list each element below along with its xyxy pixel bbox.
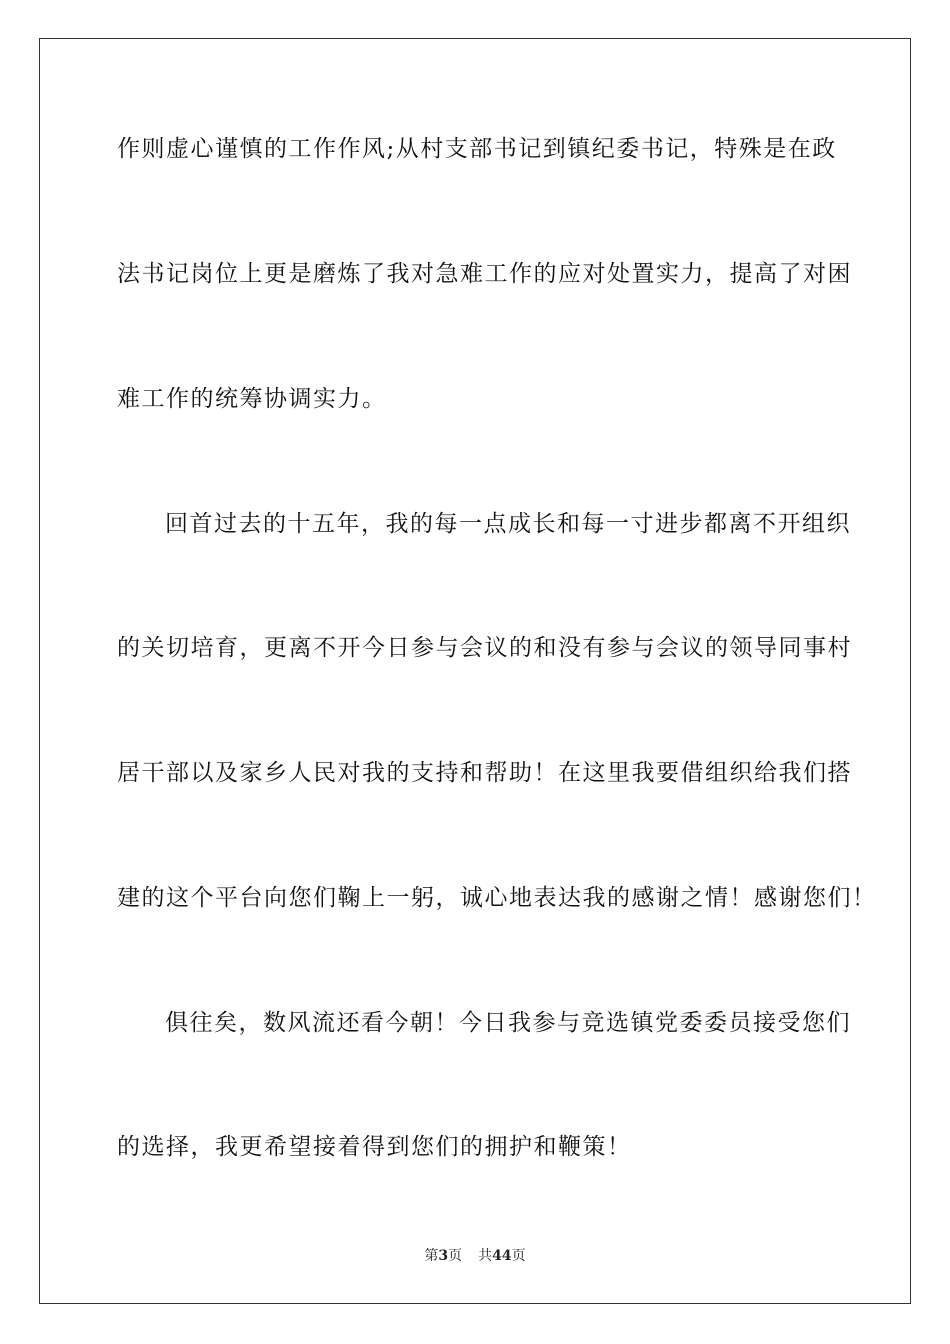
- paragraph-line-7: 建的这个平台向您们鞠上一躬，诚心地表达我的感谢之情！感谢您们！: [117, 885, 877, 911]
- page-prefix: 第: [424, 1248, 439, 1264]
- paragraph-line-5: 的关切培育，更离不开今日参与会议的和没有参与会议的领导同事村: [117, 635, 852, 661]
- paragraph-line-6: 居干部以及家乡人民对我的支持和帮助！在这里我要借组织给我们搭: [117, 760, 852, 786]
- page-suffix: 页: [448, 1248, 463, 1264]
- total-prefix: 共: [478, 1248, 493, 1264]
- paragraph-line-4: 回首过去的十五年，我的每一点成长和每一寸进步都离不开组织: [165, 511, 851, 537]
- page-border: [39, 38, 911, 1304]
- page-number: 3: [438, 1248, 449, 1264]
- paragraph-line-3: 难工作的统筹协调实力。: [117, 386, 387, 412]
- paragraph-line-1: 作则虚心谨慎的工作作风;从村支部书记到镇纪委书记，特殊是在政: [117, 136, 837, 162]
- paragraph-line-8: 俱往矣，数风流还看今朝！今日我参与竞选镇党委委员接受您们: [165, 1010, 851, 1036]
- total-suffix: 页: [511, 1248, 526, 1264]
- total-pages: 44: [492, 1248, 512, 1264]
- paragraph-line-9: 的选择，我更希望接着得到您们的拥护和鞭策！: [117, 1134, 632, 1160]
- paragraph-line-2: 法书记岗位上更是磨炼了我对急难工作的应对处置实力，提高了对困: [117, 261, 852, 287]
- page-footer: [0, 1247, 950, 1265]
